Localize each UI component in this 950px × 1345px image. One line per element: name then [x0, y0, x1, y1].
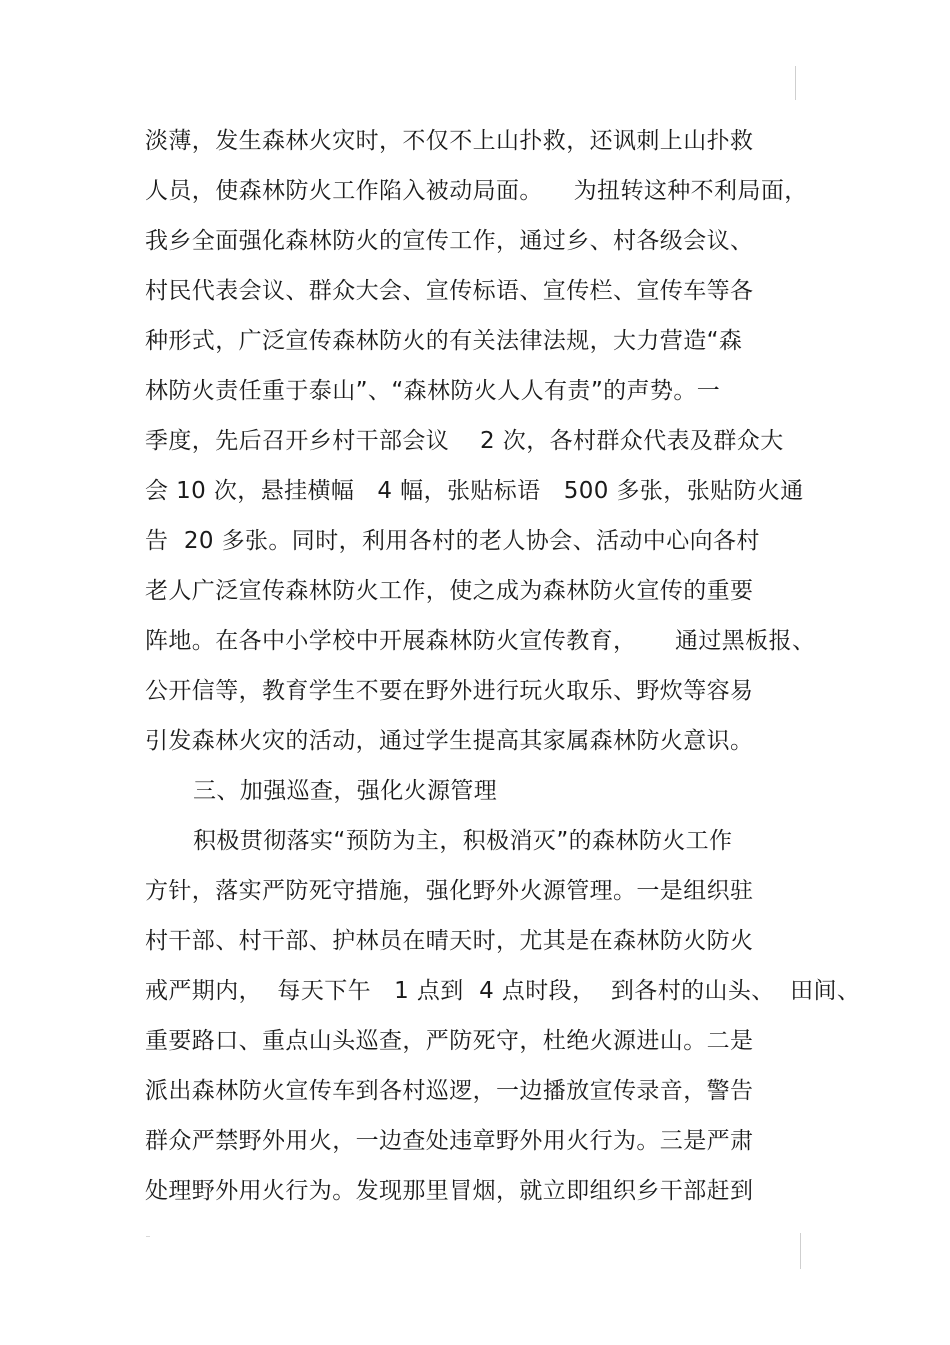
- margin-mark: [795, 66, 796, 100]
- body-text-line: 群众严禁野外用火，一边查处违章野外用火行为。三是严肃: [145, 1128, 754, 1154]
- body-text-line: 人员，使森林防火工作陷入被动局面。 为扭转这种不利局面，: [145, 178, 808, 204]
- body-text-line: 戒严期内， 每天下午 1 点到 4 点时段， 到各村的山头、 田间、: [145, 978, 861, 1004]
- body-text-line: 淡薄，发生森林火灾时，不仅不上山扑救，还讽刺上山扑救: [145, 128, 754, 154]
- section-heading: 三、加强巡查，强化火源管理: [193, 778, 498, 804]
- body-text-line: 村民代表会议、群众大会、宣传标语、宣传栏、宣传车等各: [145, 278, 754, 304]
- body-text-line: 种形式，广泛宣传森林防火的有关法律法规，大力营造“森: [145, 328, 743, 354]
- body-text-line: 老人广泛宣传森林防火工作，使之成为森林防火宣传的重要: [145, 578, 754, 604]
- body-text-line: 引发森林火灾的活动，通过学生提高其家属森林防火意识。: [145, 728, 754, 754]
- body-text-line: 积极贯彻落实“预防为主，积极消灭”的森林防火工作: [193, 828, 733, 854]
- body-text-line: 告 20 多张。同时，利用各村的老人协会、活动中心向各村: [145, 528, 760, 554]
- body-text-line: 派出森林防火宣传车到各村巡逻，一边播放宣传录音，警告: [145, 1078, 754, 1104]
- body-text-line: 方针，落实严防死守措施，强化野外火源管理。一是组织驻: [145, 878, 754, 904]
- body-text-line: 我乡全面强化森林防火的宣传工作，通过乡、村各级会议、: [145, 228, 754, 254]
- body-text-line: 重要路口、重点山头巡查，严防死守，杜绝火源进山。二是: [145, 1028, 754, 1054]
- body-text-line: 阵地。在各中小学校中开展森林防火宣传教育， 通过黑板报、: [145, 628, 816, 654]
- margin-mark: [146, 1236, 150, 1237]
- body-text-line: 处理野外用火行为。发现那里冒烟，就立即组织乡干部赶到: [145, 1178, 754, 1204]
- body-text-line: 村干部、村干部、护林员在晴天时，尤其是在森林防火防火: [145, 928, 754, 954]
- body-text-line: 公开信等，教育学生不要在野外进行玩火取乐、野炊等容易: [145, 678, 754, 704]
- body-text-line: 季度，先后召开乡村干部会议 2 次，各村群众代表及群众大: [145, 428, 784, 454]
- margin-mark: [800, 1233, 801, 1269]
- body-text-line: 会 10 次，悬挂横幅 4 幅，张贴标语 500 多张，张贴防火通: [145, 478, 804, 504]
- body-text-line: 林防火责任重于泰山”、“森林防火人人有责”的声势。一: [145, 378, 721, 404]
